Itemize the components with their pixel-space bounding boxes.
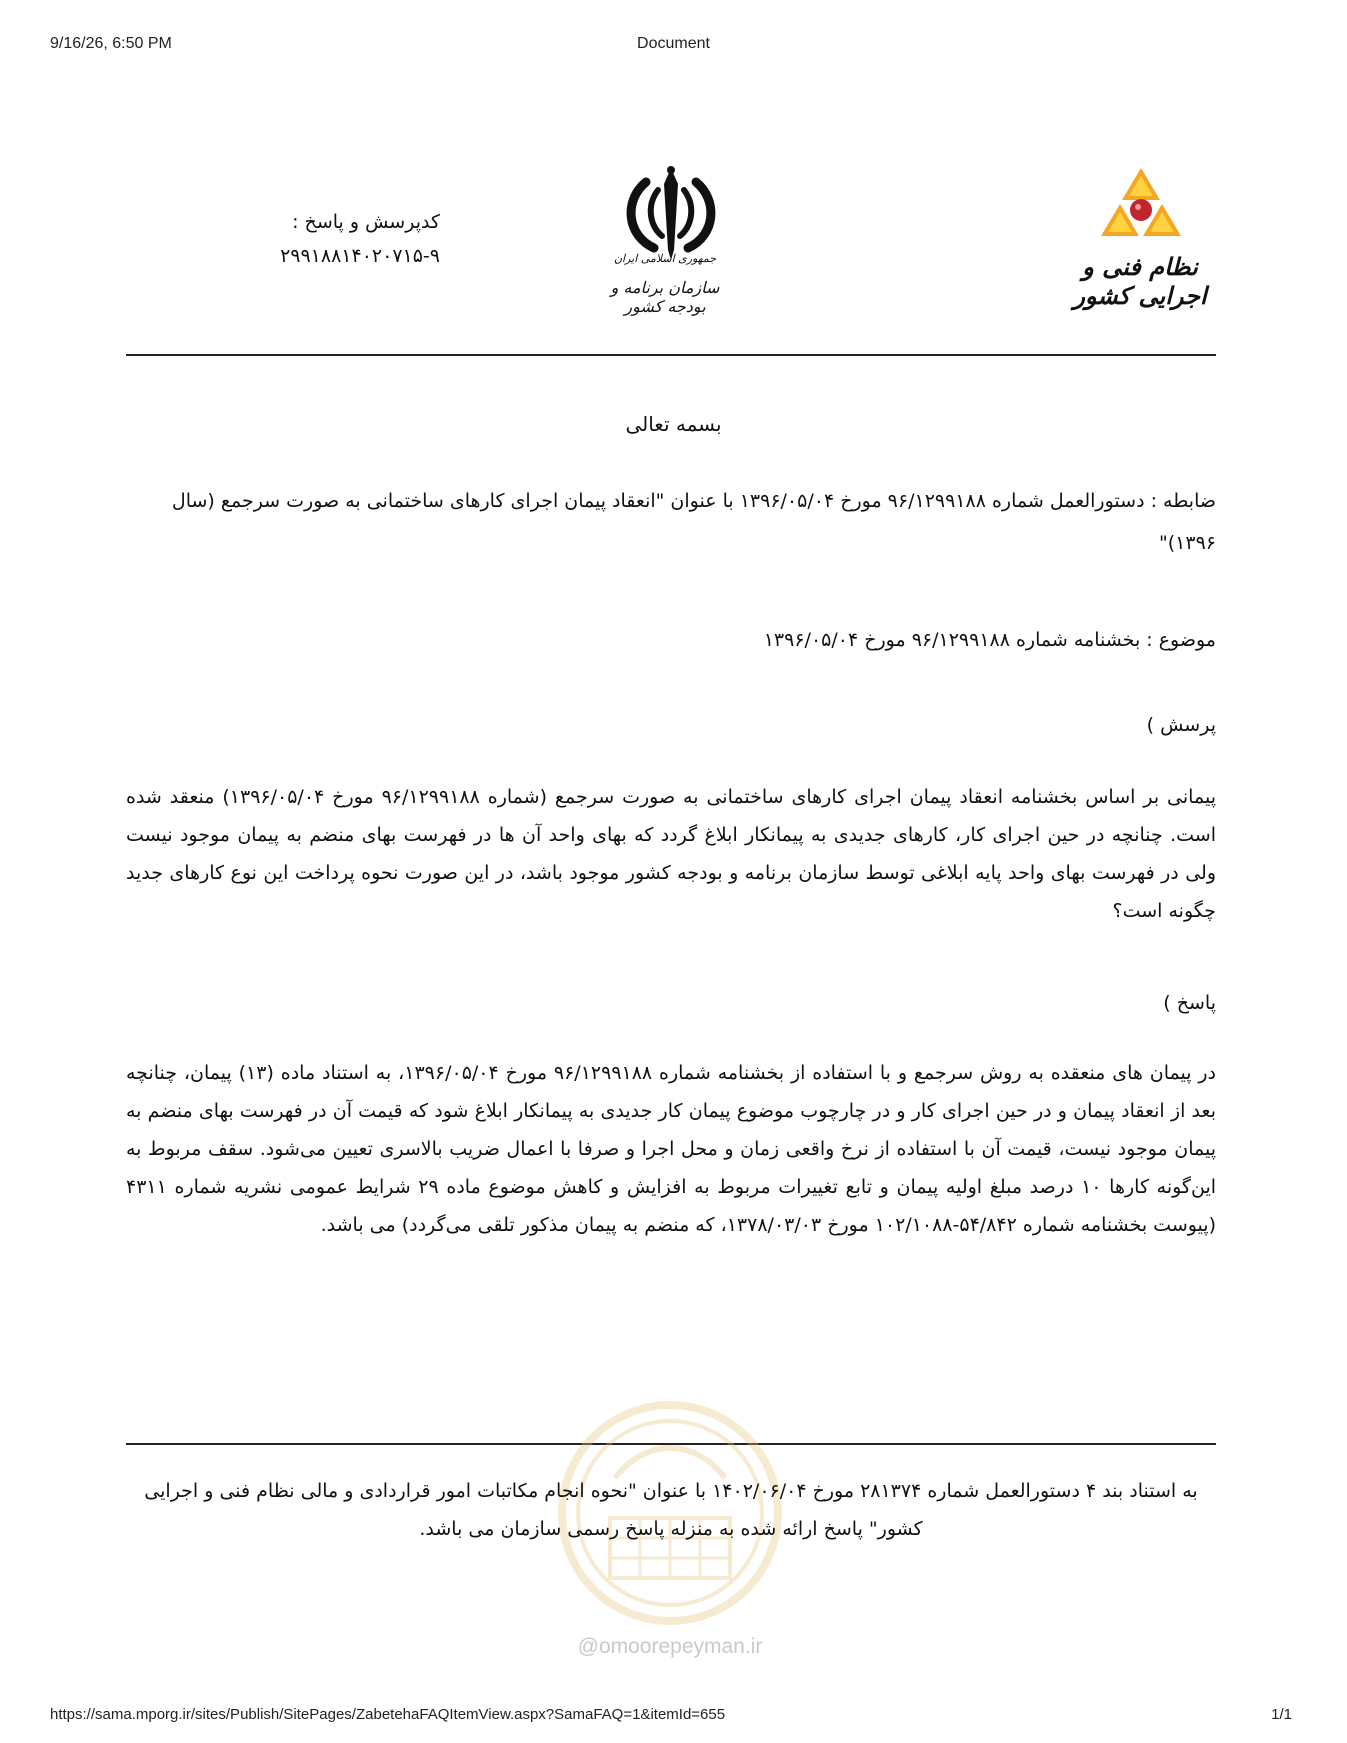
print-date: 9/16/26, 6:50 PM (50, 35, 172, 52)
organization-name: نظام فنی و اجرایی کشور (1073, 252, 1207, 310)
emblem-caption-country: جمهوری اسلامی ایران (613, 252, 717, 265)
basmala-heading: بسمه تعالی (625, 412, 722, 436)
emblem-caption-organization: سازمان برنامه و بودجه کشور (610, 278, 720, 316)
page-number: 1/1 (1271, 1706, 1292, 1723)
answer-label: پاسخ ) (1163, 992, 1216, 1014)
subject-paragraph: موضوع : بخشنامه شماره ۹۶/۱۲۹۹۱۸۸ مورخ ۱۳۹۶/۰۵/۰۴ (763, 629, 1216, 651)
question-code-block (200, 205, 440, 273)
print-title: Document (637, 35, 710, 52)
question-code-value: ۲۹۹۱۸۸۱۴۰۲۰۷۱۵-۹ (280, 245, 440, 267)
question-code-label: کدپرسش و پاسخ : (292, 211, 440, 233)
nezam-fani-logo-icon (1098, 166, 1184, 248)
answer-paragraph: در پیمان های منعقده به روش سرجمع و با استفاده از بخشنامه شماره ۹۶/۱۲۹۹۱۸۸ مورخ ۱۳۹۶/۰۵/۰۴، به استناد ماده (۱۳) پیمان، چنانچه بعد از انعقاد پیمان و در حین اجرای کار و در چارچوب موضوع پیمان کار جدیدی به پیمانکار ابلاغ شود که قیمت آن در فهرست بهای منضم به پیمان موجود نیست، قیمت آن با استفاده از نرخ واقعی زمان و محل اجرا و صرفا با اعمال ضریب بالاسری تعیین می‌شود. سقف مربوط به این‌گونه کارها ۱۰ درصد مبلغ اولیه پیمان و تابع تغییرات مربوط به افزایش و کاهش موضوع ماده ۲۹ شرایط عمومی نشریه شماره ۴۳۱۱ (پیوست بخشنامه شماره ۵۴/۸۴۲-۱۰۲/۱۰۸۸ مورخ ۱۳۷۸/۰۳/۰۳، که منضم به پیمان مذکور تلقی می‌گردد) می باشد. (126, 1062, 1217, 1236)
header-divider (126, 354, 1216, 356)
page-url-link[interactable]: https://sama.mporg.ir/sites/Publish/SitePages/ZabetehaFAQItemView.aspx?SamaFAQ=1&itemId=655 (50, 1706, 726, 1723)
criterion-paragraph: ضابطه : دستورالعمل شماره ۹۶/۱۲۹۹۱۸۸ مورخ ۱۳۹۶/۰۵/۰۴ با عنوان "انعقاد پیمان اجرای کارهای ساختمانی به صورت سرجمع (سال ۱۳۹۶)" (171, 490, 1216, 554)
watermark-text: @omoorepeyman.ir (577, 1635, 763, 1658)
question-label: پرسش ) (1146, 714, 1216, 736)
question-paragraph: پیمانی بر اساس بخشنامه انعقاد پیمان اجرای کارهای ساختمانی به صورت سرجمع (شماره ۹۶/۱۲۹۹۱۸۸ مورخ ۱۳۹۶/۰۵/۰۴) منعقد شده است. چنانچه در حین اجرای کار، کارهای جدیدی به پیمانکار ابلاغ گردد که بهای واحد آن ها در فهرست بهای منضم به پیمان موجود نیست ولی در فهرست بهای واحد پایه ابلاغی توسط سازمان برنامه و بودجه کشور موجود باشد، در این صورت نحوه پرداخت این نوع کارهای جدید چگونه است؟ (126, 786, 1216, 922)
official-answer-note: به استناد بند ۴ دستورالعمل شماره ۲۸۱۳۷۴ مورخ ۱۴۰۲/۰۶/۰۴ با عنوان "نحوه انجام مکاتبات امور قراردادی و مالی نظام فنی و اجرایی کشور" پاسخ ارائه شده به منزله پاسخ رسمی سازمان می باشد. (144, 1480, 1198, 1540)
